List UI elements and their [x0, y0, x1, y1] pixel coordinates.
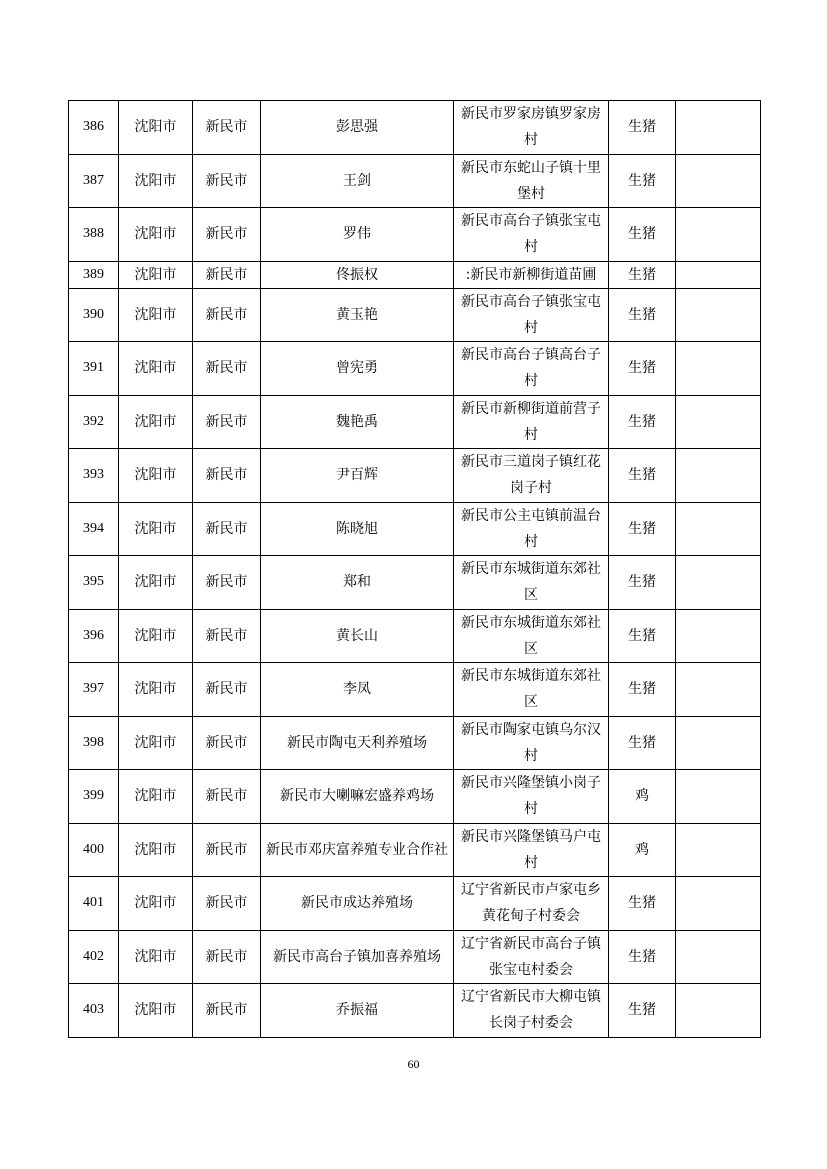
note-cell — [676, 208, 761, 262]
county-cell: 新民市 — [193, 877, 261, 931]
county-cell: 新民市 — [193, 101, 261, 155]
county-cell: 新民市 — [193, 609, 261, 663]
farm-name-cell: 黄玉艳 — [261, 288, 454, 342]
table-row — [69, 877, 761, 931]
records-table — [68, 100, 761, 1038]
table-row — [69, 770, 761, 824]
table-row — [69, 823, 761, 877]
animal-type-cell: 生猪 — [609, 663, 676, 717]
address-cell: 新民市罗家房镇罗家房村 — [454, 101, 609, 155]
county-cell: 新民市 — [193, 930, 261, 984]
note-cell — [676, 154, 761, 208]
table-row — [69, 261, 761, 288]
city-cell: 沈阳市 — [119, 449, 193, 503]
row-number-cell: 396 — [69, 609, 119, 663]
farm-name-cell: 新民市陶屯天利养殖场 — [261, 716, 454, 770]
address-cell: 新民市东城街道东郊社区 — [454, 663, 609, 717]
table-row — [69, 609, 761, 663]
note-cell — [676, 395, 761, 449]
note-cell — [676, 663, 761, 717]
animal-type-cell: 生猪 — [609, 449, 676, 503]
farm-name-cell: 罗伟 — [261, 208, 454, 262]
county-cell: 新民市 — [193, 663, 261, 717]
city-cell: 沈阳市 — [119, 609, 193, 663]
county-cell: 新民市 — [193, 823, 261, 877]
row-number-cell: 403 — [69, 984, 119, 1038]
animal-type-cell: 生猪 — [609, 395, 676, 449]
row-number-cell: 394 — [69, 502, 119, 556]
city-cell: 沈阳市 — [119, 154, 193, 208]
county-cell: 新民市 — [193, 342, 261, 396]
table-row — [69, 449, 761, 503]
address-cell: 辽宁省新民市大柳屯镇长岗子村委会 — [454, 984, 609, 1038]
city-cell: 沈阳市 — [119, 101, 193, 155]
row-number-cell: 390 — [69, 288, 119, 342]
row-number-cell: 400 — [69, 823, 119, 877]
row-number-cell: 392 — [69, 395, 119, 449]
row-number-cell: 397 — [69, 663, 119, 717]
address-cell: 新民市新柳街道前营子村 — [454, 395, 609, 449]
row-number-cell: 386 — [69, 101, 119, 155]
note-cell — [676, 877, 761, 931]
city-cell: 沈阳市 — [119, 208, 193, 262]
table-row — [69, 288, 761, 342]
city-cell: 沈阳市 — [119, 395, 193, 449]
animal-type-cell: 生猪 — [609, 288, 676, 342]
table-row — [69, 395, 761, 449]
city-cell: 沈阳市 — [119, 770, 193, 824]
city-cell: 沈阳市 — [119, 823, 193, 877]
address-cell: 新民市高台子镇高台子村 — [454, 342, 609, 396]
note-cell — [676, 930, 761, 984]
city-cell: 沈阳市 — [119, 877, 193, 931]
animal-type-cell: 生猪 — [609, 342, 676, 396]
address-cell: 新民市公主屯镇前温台村 — [454, 502, 609, 556]
row-number-cell: 388 — [69, 208, 119, 262]
table-row — [69, 930, 761, 984]
note-cell — [676, 502, 761, 556]
county-cell: 新民市 — [193, 449, 261, 503]
city-cell: 沈阳市 — [119, 556, 193, 610]
city-cell: 沈阳市 — [119, 984, 193, 1038]
row-number-cell: 401 — [69, 877, 119, 931]
address-cell: 新民市东城街道东郊社区 — [454, 556, 609, 610]
animal-type-cell: 生猪 — [609, 609, 676, 663]
animal-type-cell: 生猪 — [609, 208, 676, 262]
note-cell — [676, 984, 761, 1038]
farm-name-cell: 李凤 — [261, 663, 454, 717]
records-table-body — [69, 101, 761, 1038]
farm-name-cell: 佟振权 — [261, 261, 454, 288]
table-row — [69, 154, 761, 208]
animal-type-cell: 生猪 — [609, 502, 676, 556]
city-cell: 沈阳市 — [119, 716, 193, 770]
address-cell: :新民市新柳街道苗圃 — [454, 261, 609, 288]
address-cell: 新民市东蛇山子镇十里堡村 — [454, 154, 609, 208]
county-cell: 新民市 — [193, 261, 261, 288]
note-cell — [676, 342, 761, 396]
animal-type-cell: 生猪 — [609, 716, 676, 770]
farm-name-cell: 曾宪勇 — [261, 342, 454, 396]
row-number-cell: 387 — [69, 154, 119, 208]
note-cell — [676, 716, 761, 770]
note-cell — [676, 823, 761, 877]
animal-type-cell: 生猪 — [609, 101, 676, 155]
farm-name-cell: 新民市成达养殖场 — [261, 877, 454, 931]
note-cell — [676, 261, 761, 288]
farm-name-cell: 新民市高台子镇加喜养殖场 — [261, 930, 454, 984]
county-cell: 新民市 — [193, 502, 261, 556]
animal-type-cell: 生猪 — [609, 261, 676, 288]
animal-type-cell: 生猪 — [609, 556, 676, 610]
address-cell: 辽宁省新民市高台子镇张宝屯村委会 — [454, 930, 609, 984]
farm-name-cell: 陈晓旭 — [261, 502, 454, 556]
county-cell: 新民市 — [193, 154, 261, 208]
note-cell — [676, 556, 761, 610]
address-cell: 新民市兴隆堡镇马户屯村 — [454, 823, 609, 877]
address-cell: 新民市高台子镇张宝屯村 — [454, 288, 609, 342]
note-cell — [676, 770, 761, 824]
farm-name-cell: 黄长山 — [261, 609, 454, 663]
county-cell: 新民市 — [193, 288, 261, 342]
city-cell: 沈阳市 — [119, 663, 193, 717]
table-row — [69, 101, 761, 155]
address-cell: 辽宁省新民市卢家屯乡黄花甸子村委会 — [454, 877, 609, 931]
row-number-cell: 389 — [69, 261, 119, 288]
page-number: 60 — [407, 1057, 420, 1071]
farm-name-cell: 新民市大喇嘛宏盛养鸡场 — [261, 770, 454, 824]
county-cell: 新民市 — [193, 984, 261, 1038]
animal-type-cell: 生猪 — [609, 984, 676, 1038]
city-cell: 沈阳市 — [119, 261, 193, 288]
note-cell — [676, 609, 761, 663]
animal-type-cell: 生猪 — [609, 930, 676, 984]
farm-name-cell: 王剑 — [261, 154, 454, 208]
farm-name-cell: 尹百辉 — [261, 449, 454, 503]
table-row — [69, 342, 761, 396]
county-cell: 新民市 — [193, 556, 261, 610]
table-row — [69, 663, 761, 717]
city-cell: 沈阳市 — [119, 288, 193, 342]
row-number-cell: 393 — [69, 449, 119, 503]
farm-name-cell: 新民市邓庆富养殖专业合作社 — [261, 823, 454, 877]
city-cell: 沈阳市 — [119, 342, 193, 396]
farm-name-cell: 乔振福 — [261, 984, 454, 1038]
row-number-cell: 398 — [69, 716, 119, 770]
address-cell: 新民市东城街道东郊社区 — [454, 609, 609, 663]
county-cell: 新民市 — [193, 208, 261, 262]
county-cell: 新民市 — [193, 716, 261, 770]
farm-name-cell: 彭思强 — [261, 101, 454, 155]
table-row — [69, 502, 761, 556]
animal-type-cell: 鸡 — [609, 770, 676, 824]
table-row — [69, 716, 761, 770]
farm-name-cell: 郑和 — [261, 556, 454, 610]
row-number-cell: 395 — [69, 556, 119, 610]
address-cell: 新民市兴隆堡镇小岗子村 — [454, 770, 609, 824]
city-cell: 沈阳市 — [119, 930, 193, 984]
row-number-cell: 399 — [69, 770, 119, 824]
animal-type-cell: 鸡 — [609, 823, 676, 877]
city-cell: 沈阳市 — [119, 502, 193, 556]
animal-type-cell: 生猪 — [609, 877, 676, 931]
note-cell — [676, 101, 761, 155]
table-row — [69, 984, 761, 1038]
table-row — [69, 556, 761, 610]
county-cell: 新民市 — [193, 770, 261, 824]
county-cell: 新民市 — [193, 395, 261, 449]
table-row — [69, 208, 761, 262]
row-number-cell: 391 — [69, 342, 119, 396]
row-number-cell: 402 — [69, 930, 119, 984]
animal-type-cell: 生猪 — [609, 154, 676, 208]
address-cell: 新民市高台子镇张宝屯村 — [454, 208, 609, 262]
address-cell: 新民市陶家屯镇乌尔汉村 — [454, 716, 609, 770]
farm-name-cell: 魏艳禹 — [261, 395, 454, 449]
address-cell: 新民市三道岗子镇红花岗子村 — [454, 449, 609, 503]
note-cell — [676, 288, 761, 342]
note-cell — [676, 449, 761, 503]
